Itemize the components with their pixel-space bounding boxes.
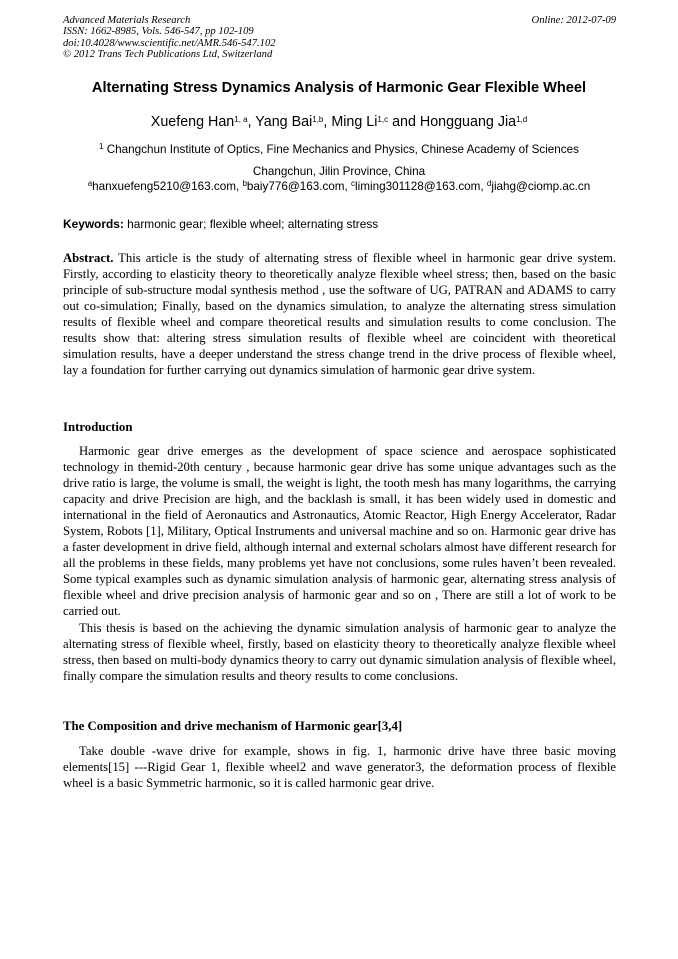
author-superscript: 1,d bbox=[516, 115, 528, 124]
keywords bbox=[63, 217, 616, 231]
online-date: Online: 2012-07-09 bbox=[531, 15, 616, 26]
author-emails: $^a$hanxuefeng5210@163.com, $^b$baiy776@163.com, $^c$liming301128@163.com, $^d$jiahg@ciomp.ac.cn bbox=[87, 179, 591, 193]
author-superscript: 1, a bbox=[234, 115, 248, 124]
author-list: Xuefeng Han$^{1, a}$, Yang Bai$^{1,b}$, Ming Li$^{1,c}$ and Hongguang Jia$^{1,d}$ bbox=[150, 114, 528, 130]
author-superscript: 1,b bbox=[312, 115, 324, 124]
abstract-text: This article is the study of alternating stress of flexible wheel in harmonic gear drive system. Firstly, according to elasticity theory to theoretically analyze flexible wheel stress; then, based on the basic principle of sub-structure modal synthesis method , use the software of UG, PATRAN and ADAMS to carry out co-simulation; Finally, based on the dynamics simulation, to analyze the alternating stress simulation results of flexible wheel and compare theoretical results and simulation results to come conclusion. The results show that: altering stress simulation results of flexible wheel are coincident with theoretical simulation results, have a deeper understand the stress change trend in the drive process of flexible wheel, lay a foundation for further carrying out dynamics simulation of harmonic gear drive system. bbox=[63, 251, 616, 378]
issn-line: ISSN: 1662-8985, Vols. 546-547, pp 102-109 bbox=[63, 26, 254, 38]
author-name: Ming Li bbox=[331, 114, 378, 130]
section-heading-introduction: Introduction bbox=[63, 420, 133, 434]
composition-body bbox=[63, 743, 616, 791]
keywords-label: Keywords: bbox=[63, 217, 124, 231]
affiliation-line-2: Changchun, Jilin Province, China bbox=[252, 165, 426, 178]
email-link[interactable]: baiy776@163.com bbox=[246, 180, 345, 193]
affiliation-line-1: Changchun Institute of Optics, Fine Mechanics and Physics, Chinese Academy of Sciences bbox=[106, 143, 579, 156]
section-heading-composition: The Composition and drive mechanism of Harmonic gear[3,4] bbox=[63, 719, 403, 733]
abstract bbox=[63, 250, 616, 378]
journal-header bbox=[63, 15, 616, 61]
doi-line: doi:10.4028/www.scientific.net/AMR.546-547.102 bbox=[63, 37, 276, 49]
journal-name: Advanced Materials Research bbox=[63, 15, 191, 26]
email-link[interactable]: jiahg@ciomp.ac.cn bbox=[491, 180, 591, 193]
paragraph: Take double -wave drive for example, shows in fig. 1, harmonic drive have three basic moving elements[15] ---Rigid Gear 1, flexible wheel2 and wave generator3, the deformation process of flexible wheel is a basic Symmetric harmonic, so it is called harmonic gear drive. bbox=[63, 744, 616, 791]
author-name: Hongguang Jia bbox=[419, 114, 517, 130]
affiliation bbox=[40, 139, 638, 183]
affiliation-superscript: 1 bbox=[99, 142, 104, 151]
email-link[interactable]: hanxuefeng5210@163.com bbox=[92, 180, 236, 193]
introduction-body bbox=[63, 443, 616, 684]
paragraph: Harmonic gear drive emerges as the development of space science and aerospace sophisticated technology in themid-20th century , because harmonic gear drive has some unique advantages such as the drive ratio is large, the volume is small, the weight is light, the tooth mesh has many logarithms, the carrying capacity and drive Precision are high, and the backlash is small, it has been widely used in domestic and international in the field of Aeronautics and Astronautics, Atomic Reactor, High Energy Accelerator, Radar System, Robots [1], Military, Optical Instruments and universal machine and so on. Harmonic gear drive has a faster development in drive field, although internal and external scholars almost have different research for all the problems in these fields, many problems yet have not conclusions, some rules haven’t been revealed. Some typical examples such as dynamic simulation analysis of harmonic gear, alternating stress analysis of flexible wheel and drive precision analysis of harmonic gear and so on , There are still a lot of work to be carried out. bbox=[63, 444, 616, 619]
paper-title: Alternating Stress Dynamics Analysis of Harmonic Gear Flexible Wheel bbox=[91, 80, 587, 96]
email-link[interactable]: liming301128@163.com bbox=[355, 180, 481, 193]
keywords-text: harmonic gear; flexible wheel; alternating stress bbox=[123, 217, 379, 231]
abstract-label: Abstract. bbox=[63, 251, 114, 265]
author-name: Yang Bai bbox=[255, 114, 313, 130]
copyright-line: © 2012 Trans Tech Publications Ltd, Switzerland bbox=[63, 49, 273, 61]
paragraph: This thesis is based on the achieving the dynamic simulation analysis of harmonic gear to analyze the alternating stress of flexible wheel, firstly, based on elasticity theory to theoretically analyze flexible wheel stress, then based on multi-body dynamics theory to carry out dynamic simulation analysis of flexible wheel, finally compare the simulation results and theory results to come conclusions. bbox=[63, 620, 616, 683]
author-superscript: 1,c bbox=[377, 115, 389, 124]
author-name: Xuefeng Han bbox=[150, 114, 235, 130]
